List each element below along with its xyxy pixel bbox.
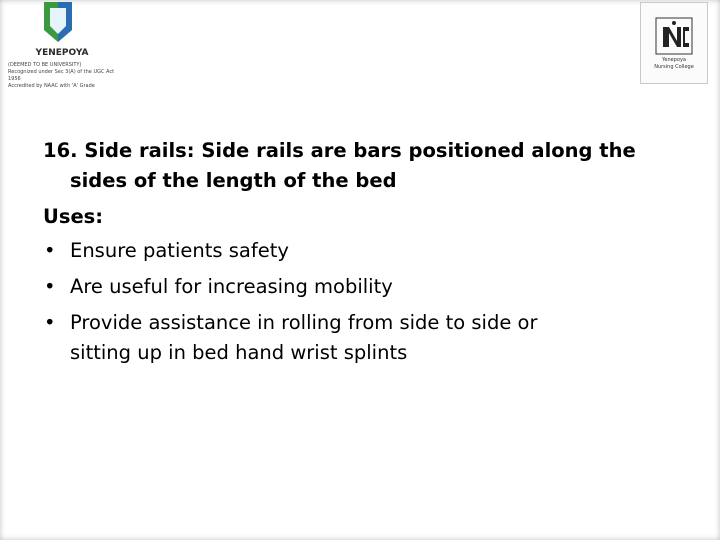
uses-list bbox=[43, 236, 683, 368]
slide-heading bbox=[43, 136, 683, 196]
college-name-line: Nursing College bbox=[654, 64, 694, 70]
heading-line: sides of the length of the bed bbox=[70, 169, 397, 192]
accreditation-line: (DEEMED TO BE UNIVERSITY) bbox=[8, 62, 82, 68]
university-emblem-icon bbox=[38, 0, 78, 44]
bullet-icon: • bbox=[44, 275, 56, 298]
list-item-text: sitting up in bed hand wrist splints bbox=[70, 341, 408, 364]
accreditation-line: Accredited by NAAC with 'A' Grade bbox=[8, 83, 95, 89]
university-accreditation bbox=[8, 62, 120, 90]
university-name: YENEPOYA bbox=[35, 48, 89, 58]
nursing-college-logo bbox=[640, 2, 708, 84]
list-item bbox=[43, 308, 683, 368]
heading-line: 16. Side rails: Side rails are bars positioned along the bbox=[43, 139, 636, 162]
uses-label: Uses: bbox=[43, 205, 104, 228]
list-item bbox=[43, 236, 683, 266]
college-name-line: Yenepoya bbox=[662, 57, 686, 63]
list-item bbox=[43, 272, 683, 302]
college-emblem-icon bbox=[655, 17, 693, 55]
bullet-icon: • bbox=[44, 239, 56, 262]
bullet-icon: • bbox=[44, 311, 56, 334]
logo-top-text bbox=[643, 7, 705, 11]
list-item-text: Are useful for increasing mobility bbox=[70, 275, 393, 298]
list-item-text: Ensure patients safety bbox=[70, 239, 289, 262]
list-item-text: Provide assistance in rolling from side to side or bbox=[70, 311, 538, 334]
accreditation-line: Recognized under Sec 3(A) of the UGC Act 1956 bbox=[8, 69, 115, 82]
yenepoya-university-logo bbox=[8, 0, 118, 96]
college-name bbox=[643, 57, 705, 71]
slide-content bbox=[43, 136, 683, 374]
